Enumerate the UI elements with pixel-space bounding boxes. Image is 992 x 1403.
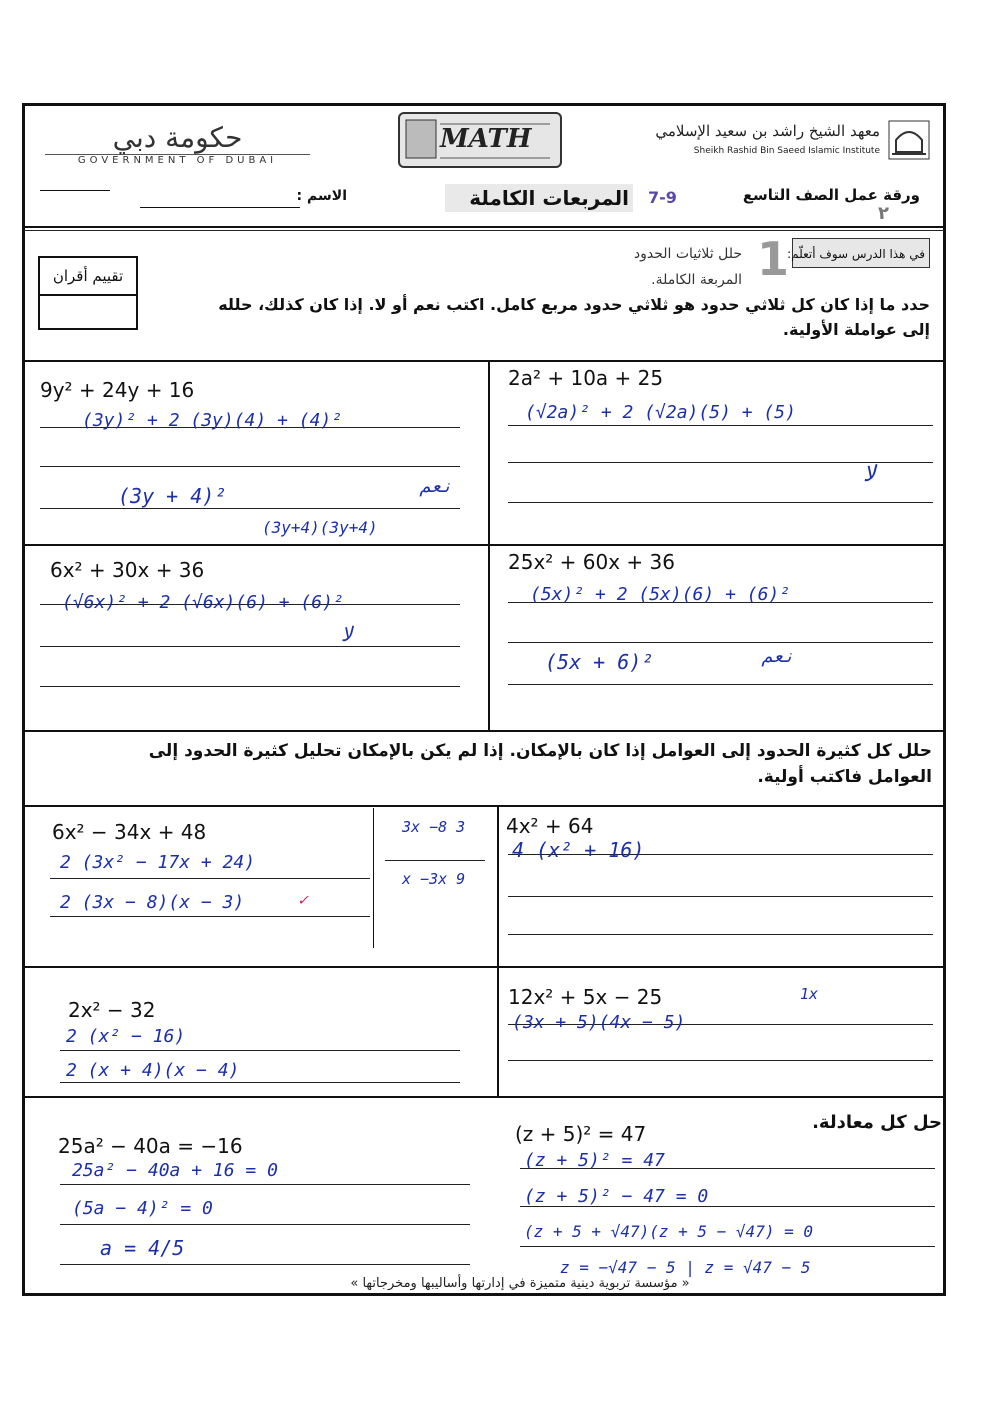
- s2-problem-4-expr: 12x² + 5x − 25: [508, 985, 663, 1009]
- s1-top-line: [24, 360, 944, 362]
- s1p4-answer-line-3[interactable]: [508, 684, 933, 685]
- s2p3-work-2: 2 (x + 4)(x − 4): [66, 1060, 240, 1081]
- s1-problem-1-expr: 9y² + 24y + 16: [40, 378, 195, 402]
- s1p3-answer-line-3[interactable]: [40, 686, 460, 687]
- s3p1-work-2: (5a − 4)² = 0: [72, 1198, 213, 1219]
- s3p2-work-4: z = −√47 − 5 | z = √47 − 5: [560, 1258, 811, 1277]
- s1p1-answer-line-3[interactable]: [40, 508, 460, 509]
- page-title: المربعات الكاملة: [445, 184, 633, 212]
- gov-logo-english: GOVERNMENT OF DUBAI: [45, 154, 310, 166]
- s3p2-answer-line-3[interactable]: [520, 1246, 935, 1247]
- s2-top-line: [24, 805, 944, 807]
- header-divider: [24, 226, 944, 228]
- s1p2-work-2: لا: [862, 462, 876, 487]
- s3p1-answer-line-3[interactable]: [60, 1264, 470, 1265]
- s1-problem-2-expr: 2a² + 10a + 25: [508, 366, 664, 390]
- mosque-icon: [888, 120, 930, 160]
- institute-english: Sheikh Rashid Bin Saeed Islamic Institute: [693, 146, 880, 156]
- s1-mid-line: [24, 544, 944, 546]
- s2p1-correction-mark: ✓: [298, 890, 308, 909]
- s2-mid-line: [24, 966, 944, 968]
- gov-logo-arabic: حكومة دبي: [112, 121, 243, 154]
- s2p2-answer-line-2[interactable]: [508, 896, 933, 897]
- objective-box-label: في هذا الدرس سوف أتعلّم:: [792, 238, 930, 268]
- name-field-line[interactable]: [140, 207, 300, 208]
- s2p1-answer-line-1[interactable]: [50, 878, 370, 879]
- worksheet-frame: [22, 103, 946, 1296]
- s1p2-answer-line-1[interactable]: [508, 425, 933, 426]
- s3p1-answer-line-2[interactable]: [60, 1224, 470, 1225]
- dubai-government-logo: [45, 122, 310, 172]
- institute-logo: [655, 118, 930, 166]
- s2-side-work-divider: [373, 808, 374, 948]
- institute-arabic: معهد الشيخ راشد بن سعيد الإسلامي: [655, 122, 880, 140]
- s2p4-work-1: (3x + 5)(4x − 5): [512, 1012, 686, 1033]
- name-label: الاسم :: [296, 188, 347, 204]
- section2-instructions: حلل كل كثيرة الحدود إلى العوامل إذا كان بالإمكان. إذا لم يكن بالإمكان تحليل كثيرة الحدود إلى العوامل فاكتب أولية.: [148, 741, 932, 787]
- s1p1-work-3: (3y + 4)²: [118, 484, 227, 508]
- s3p2-work-1: (z + 5)² = 47: [524, 1150, 665, 1171]
- s2-problem-1-expr: 6x² − 34x + 48: [52, 820, 207, 844]
- s1-bottom-line: [24, 730, 944, 732]
- s1p4-answer-line-2[interactable]: [508, 642, 933, 643]
- s1p2-work-1: (√2a)² + 2 (√2a)(5) + (5): [525, 402, 796, 423]
- s1p1-work-1: (3y)² + 2 (3y)(4) + (4)²: [82, 410, 343, 431]
- s2p1-side-work-2: x −3x 9: [402, 870, 466, 888]
- s2p2-work-1: 4 (x² + 16): [512, 838, 645, 862]
- s2-problem-3-expr: 2x² − 32: [68, 998, 156, 1022]
- s2p3-answer-line-2[interactable]: [60, 1082, 460, 1083]
- s2p1-side-work-1: 3x −8 3: [402, 818, 466, 836]
- s1p4-work-3: (5x + 6)²: [545, 650, 654, 674]
- s2p2-answer-line-3[interactable]: [508, 934, 933, 935]
- s1p1-work-2: نعم: [420, 476, 453, 497]
- header-divider-2: [24, 230, 944, 231]
- footer-motto: « مؤسسة تربوية دينية متميزة في إدارتها وأساليبها ومخرجاتها »: [350, 1276, 690, 1291]
- s1-problem-3-expr: 6x² + 30x + 36: [50, 558, 205, 582]
- s3-top-line: [24, 1096, 944, 1098]
- s3p1-work-1: 25a² − 40a + 16 = 0: [72, 1160, 278, 1181]
- name-field-line-left: [40, 190, 110, 191]
- objective-line-1: حلل ثلاثيات الحدود: [633, 246, 742, 262]
- s2p4-answer-line-2[interactable]: [508, 1060, 933, 1061]
- s3p1-answer-line-1[interactable]: [60, 1184, 470, 1185]
- s3p2-work-2: (z + 5)² − 47 = 0: [524, 1186, 709, 1207]
- s2p1-work-1: 2 (3x² − 17x + 24): [60, 852, 256, 873]
- worksheet-label: ورقة عمل الصف التاسع: [742, 186, 920, 204]
- s1p4-work-2: نعم: [762, 646, 795, 667]
- objective-line-2: المربعة الكاملة.: [651, 272, 742, 288]
- s2p3-answer-line-1[interactable]: [60, 1050, 460, 1051]
- s1p3-work-1: (√6x)² + 2 (√6x)(6) + (6)²: [62, 592, 344, 613]
- math-logo: [398, 112, 562, 168]
- lesson-number: 7-9: [648, 188, 677, 207]
- s1p4-work-1: (5x)² + 2 (5x)(6) + (6)²: [530, 584, 791, 605]
- s1p2-answer-line-3[interactable]: [508, 502, 933, 503]
- s1p3-answer-line-2[interactable]: [40, 646, 460, 647]
- peer-eval-label: تقييم أقران: [40, 258, 136, 296]
- s1p1-work-4: (3y+4)(3y+4): [262, 518, 378, 537]
- s1-problem-4-expr: 25x² + 60x + 36: [508, 550, 675, 574]
- s2p1-answer-line-2[interactable]: [50, 916, 370, 917]
- s3-problem-2-expr: (z + 5)² = 47: [515, 1122, 647, 1146]
- peer-eval-box[interactable]: [38, 256, 138, 330]
- math-logo-text: MATH: [440, 124, 532, 154]
- s3p1-work-3: a = 4/5: [100, 1236, 185, 1260]
- s2p1-work-2: 2 (3x − 8)(x − 3): [60, 892, 245, 913]
- page-mark: ٢: [878, 203, 889, 224]
- s2p4-side-work: 1x: [800, 985, 819, 1003]
- s3-problem-1-expr: 25a² − 40a = −16: [58, 1134, 243, 1158]
- s2-center-divider: [497, 805, 499, 1097]
- s2p1-side-line: [385, 860, 485, 861]
- s1p1-answer-line-2[interactable]: [40, 466, 460, 467]
- s2p3-work-1: 2 (x² − 16): [66, 1026, 186, 1047]
- section3-instructions: حل كل معادلة.: [812, 1112, 942, 1133]
- section1-instructions: حدد ما إذا كان كل ثلاثي حدود هو ثلاثي حدود مربع كامل. اكتب نعم أو لا. إذا كان كذلك، حلله إلى عواملة الأولية.: [218, 295, 930, 339]
- s3p2-work-3: (z + 5 + √47)(z + 5 − √47) = 0: [524, 1222, 813, 1241]
- s1-center-divider: [488, 360, 490, 730]
- objective-number: 1: [757, 232, 790, 286]
- s2-problem-2-expr: 4x² + 64: [506, 814, 594, 838]
- s1p3-work-2: لا: [340, 622, 353, 646]
